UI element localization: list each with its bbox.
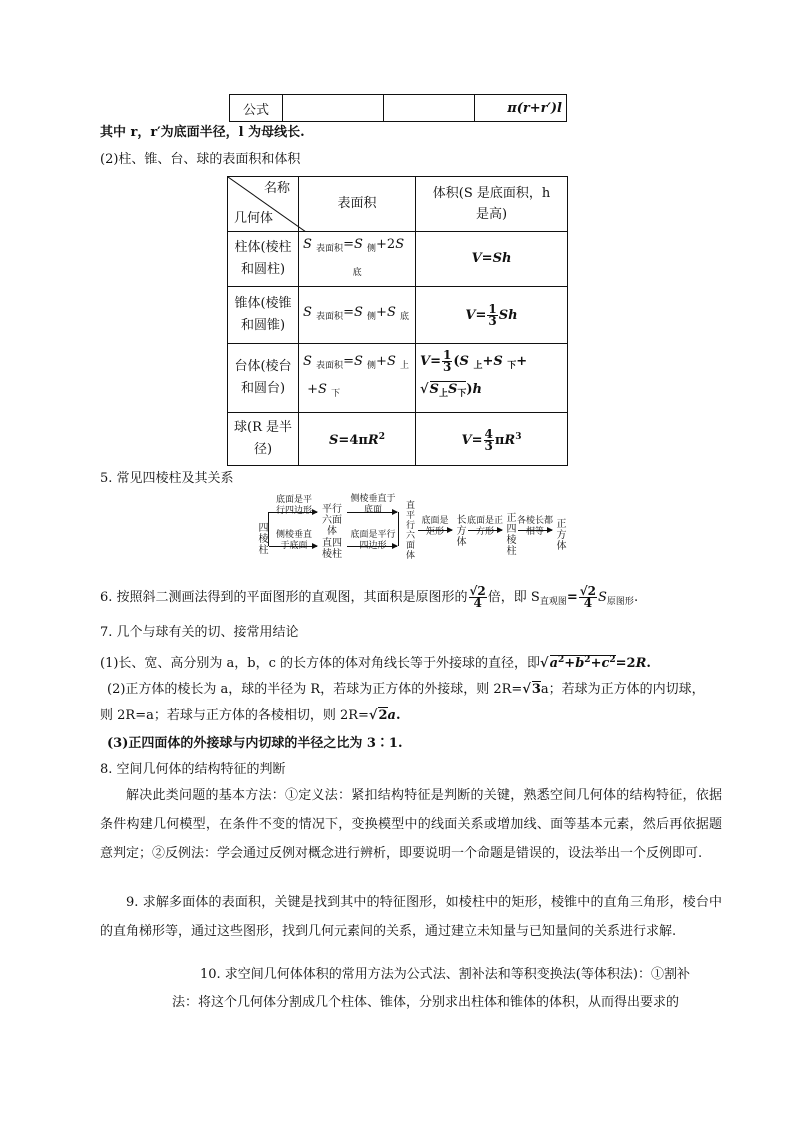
area-pyramid: S $_{表面积}$=S $_侧$+S $_底$ [299,287,416,344]
box-bottom-left: 侧棱垂直于底面 [275,530,312,551]
section8-body: 解决此类问题的基本方法：①定义法：紧扣结构特征是判断的关键，熟悉空间几何体的结构特征，依据条件构建几何模型，在条件不变的情况下，变换模型中的线面关系或增加线、面等基本元素，然后再依据题意判定；②反例法：学会通过反例对概念进行辨析，即要说明一个命题是错误的，设法举出一个反例即可. [100,788,722,861]
section9-body: 9. 求解多面体的表面积，关键是找到其中的特征图形，如棱柱中的矩形，棱锥中的直角三角形，棱台中的直角梯形等，通过这些图形，找到几何元素间的关系，通过建立未知量与已知量间的关系进行求解. [100,895,722,939]
header-volume [416,177,568,232]
formula-cell-empty-2 [384,95,475,122]
bracket-line [268,512,271,546]
table-header-diagonal [228,177,299,232]
volume-prism: V=Sh [416,232,568,287]
prism-diagram [250,490,580,568]
section7-item3: (3)正四面体的外接球与内切球的半径之比为 3∶1. [107,736,403,751]
table-row [228,287,568,344]
volume-frustum: V= $\frac{1}{3}$ (S $_上$+S $_下$+ $√S_上S_下)h$ [416,344,568,413]
section7-item2a: (2)正方体的棱长为 a，球的半径为 R，若球为正方体的外接球，则 2R=√3a；若球为正方体的内切球， [107,682,705,697]
node-right-prism: 直四棱柱 [322,538,342,560]
box-rect-base: 底面是矩形 [421,516,449,537]
node-cuboid: 长方体 [454,513,465,547]
node-parallelepiped: 平行六面体 [322,504,342,537]
node-right-parallelepiped: 直平行六面体 [404,500,414,560]
table-row [228,232,568,287]
area-volume-table [227,176,568,466]
formula-label: 公式 [230,95,283,122]
section7-item2b: 则 2R=a；若球与正方体的各棱相切，则 2R=√2a. [100,708,401,723]
section10-line2: 法：将这个几何体分割成几个柱体、锥体，分别求出柱体和锥体的体积，从而得出要求的 [172,995,680,1010]
volume-pyramid: V= $\frac{1}{3}$ Sh [416,287,568,344]
row-name: 台体(棱台 和圆台) [228,344,299,413]
section10-line1: 10. 求空间几何体体积的常用方法为公式法、割补法和等积变换法(等体积法)：①割补 [200,967,690,982]
box-top-left: 底面是平行四边形 [275,495,312,516]
formula-cell-empty-1 [283,95,384,122]
row-name: 柱体(棱柱 和圆柱) [228,232,299,287]
node-quad-prism: 四棱柱 [256,521,267,555]
area-sphere: $S=4\pi R^2$ [299,413,416,466]
formula-cell-last: π(r+r′)l [475,95,567,122]
section6-line: 6. 按照斜二测画法得到的平面图形的直观图，其面积是原图形的 $\frac{√2}{4}$ 倍，即 $S_{直观图}=$ $\frac{√2}{4}$ $S_{原图形}$. [100,584,639,610]
node-cube: 正方体 [554,517,565,551]
section8-title: 8. 空间几何体的结构特征的判断 [100,762,286,777]
row-name: 锥体(棱锥 和圆锥) [228,287,299,344]
table-row [228,344,568,413]
section5-title: 5. 常见四棱柱及其关系 [100,471,234,486]
box-top-right: 侧棱垂直于底面 [350,494,396,515]
bracket-line [398,512,401,546]
box-equal-edges: 各棱长都相等 [516,516,553,537]
note-line: 其中 r，r′为底面半径，l 为母线长. [100,125,305,140]
section2-title: (2)柱、锥、台、球的表面积和体积 [100,152,301,167]
volume-sphere: V= $\frac{4}{3}$ $\pi R^3$ [416,413,568,466]
area-prism: S $_{表面积}$=S $_侧$+2S $_底$ [299,232,416,287]
section7-item1: (1)长、宽、高分别为 a，b，c 的长方体的体对角线长等于外接球的直径，即$√a^2+b^2+c^2=2R$. [100,655,651,671]
box-square-base: 底面是正方形 [466,516,503,537]
formula-table [229,94,567,122]
header-name: 名称 [263,181,290,196]
header-shape: 几何体 [234,211,274,226]
node-square-prism: 正四棱柱 [504,512,515,556]
header-volume-line1: 体积(S 是底面积，h [432,186,551,201]
header-area: 表面积 [299,177,416,232]
section7-title: 7. 几个与球有关的切、接常用结论 [100,625,299,640]
area-frustum: S $_{表面积}$=S $_侧$+S $_上$ +S $_下$ [299,344,416,413]
header-volume-line2: 是高) [475,207,508,222]
table-row [228,413,568,466]
box-bottom-right: 底面是平行四边形 [350,530,396,551]
row-name: 球(R 是半 径) [228,413,299,466]
